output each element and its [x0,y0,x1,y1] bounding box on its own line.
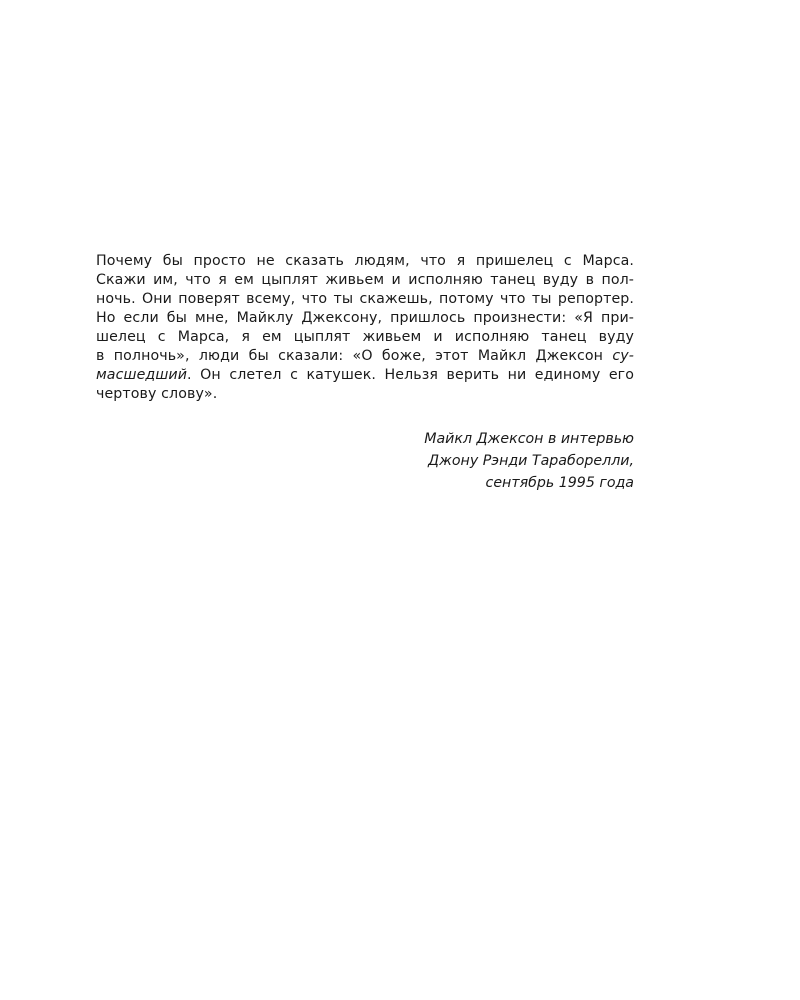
quote-line: Почему бы просто не сказать людям, что я пришелец с Марса. [96,253,634,269]
attribution-line: сентябрь 1995 года [485,475,634,491]
quote-line: Скажи им, что я ем цыплят живьем и исполняю танец вуду в пол- [96,272,634,288]
quote-line-emphasis: су- [612,348,634,364]
epigraph-quote [96,252,634,404]
epigraph [96,252,634,494]
quote-line-text: . Он слетел с катушек. Нельзя верить ни единому его [187,367,634,383]
quote-line [96,347,634,366]
attribution-line: Джону Рэнди Тараборелли, [428,453,634,469]
quote-line-emphasis: масшедший [96,367,188,383]
quote-line: ночь. Они поверят всему, что ты скажешь, потому что ты репортер. [96,291,634,307]
quote-line: Но если бы мне, Майклу Джексону, пришлось произнести: «Я при- [96,310,634,326]
quote-line: шелец с Марса, я ем цыплят живьем и исполняю танец вуду [96,329,634,345]
epigraph-attribution [96,428,634,494]
quote-line-text: в полночь», люди бы сказали: «О боже, этот Майкл Джексон [96,348,613,364]
attribution-line: Майкл Джексон в интервью [424,431,634,447]
quote-line: чертову слову». [96,386,218,402]
quote-line [96,366,634,385]
